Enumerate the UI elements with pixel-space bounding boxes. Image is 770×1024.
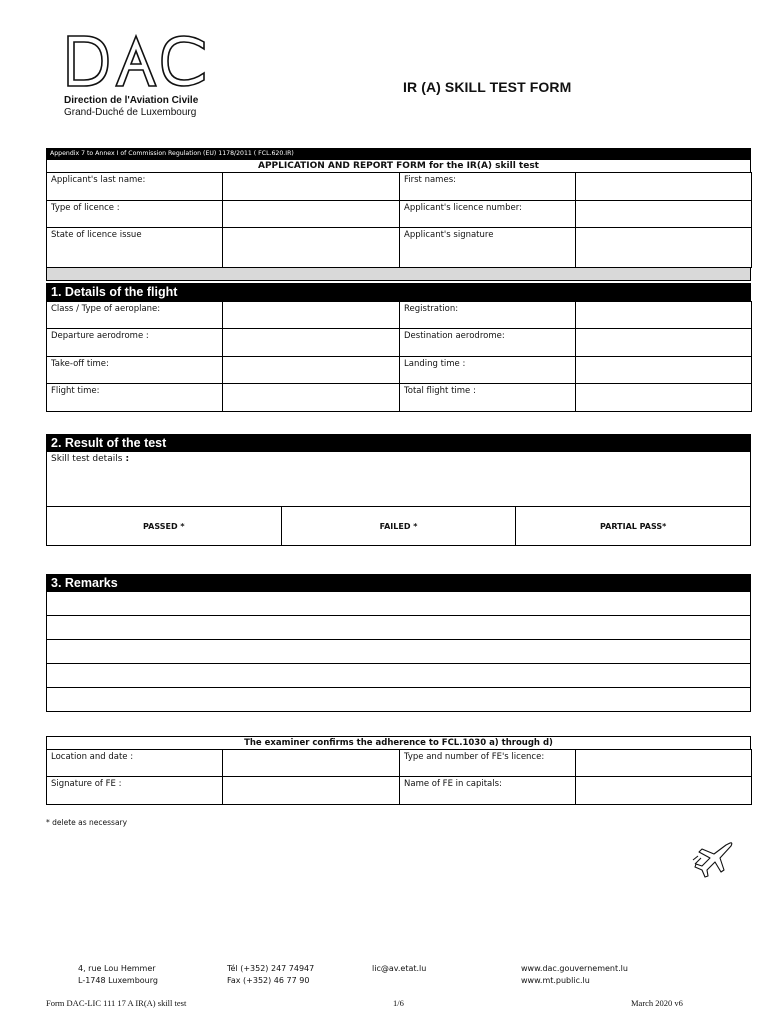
- last-name-label: Applicant's last name:: [47, 173, 223, 201]
- org-subtitle: Grand-Duché de Luxembourg: [64, 107, 197, 118]
- location-date-field[interactable]: [223, 750, 400, 777]
- fe-signature-field[interactable]: [223, 777, 400, 805]
- examiner-row: [47, 750, 752, 777]
- appendix-reference: Appendix 7 to Annex I of Commission Regulation (EU) 1178/2011 ( FCL.620.IR): [46, 148, 751, 159]
- licence-state-field[interactable]: [223, 228, 400, 268]
- total-flight-time-label: Total flight time :: [400, 384, 576, 412]
- applicant-signature-field[interactable]: [576, 228, 752, 268]
- remarks-heading: 3. Remarks: [46, 574, 751, 592]
- flight-time-label: Flight time:: [47, 384, 223, 412]
- flight-details-heading: 1. Details of the flight: [46, 283, 751, 301]
- remark-line[interactable]: [46, 664, 751, 688]
- fe-licence-label: Type and number of FE's licence:: [400, 750, 576, 777]
- result-options: [46, 507, 751, 546]
- remark-line[interactable]: [46, 616, 751, 640]
- departure-aerodrome-field[interactable]: [223, 329, 400, 357]
- application-caption: APPLICATION AND REPORT FORM for the IR(A) skill test: [46, 159, 751, 172]
- departure-aerodrome-label: Departure aerodrome :: [47, 329, 223, 357]
- application-section: [46, 148, 751, 281]
- website-link-2[interactable]: www.mt.public.lu: [521, 976, 590, 985]
- remark-line[interactable]: [46, 640, 751, 664]
- licence-type-field[interactable]: [223, 201, 400, 228]
- fe-licence-field[interactable]: [576, 750, 752, 777]
- total-flight-time-field[interactable]: [576, 384, 752, 412]
- address-line-1: 4, rue Lou Hemmer: [78, 964, 156, 973]
- examiner-section: [46, 736, 751, 805]
- remark-line[interactable]: [46, 688, 751, 712]
- aircraft-type-label: Class / Type of aeroplane:: [47, 302, 223, 329]
- flight-time-field[interactable]: [223, 384, 400, 412]
- location-date-label: Location and date :: [47, 750, 223, 777]
- flight-row: [47, 329, 752, 357]
- registration-label: Registration:: [400, 302, 576, 329]
- dac-logo: [64, 30, 214, 118]
- flight-details-section: [46, 283, 751, 412]
- skill-test-details-colon: :: [122, 454, 130, 464]
- examiner-table: [46, 749, 752, 805]
- section-divider: [46, 268, 751, 281]
- flight-details-table: [46, 301, 752, 412]
- fe-signature-label: Signature of FE :: [47, 777, 223, 805]
- examiner-caption: The examiner confirms the adherence to FCL.1030 a) through d): [46, 736, 751, 749]
- applicant-signature-label: Applicant's signature: [400, 228, 576, 268]
- landing-time-label: Landing time :: [400, 357, 576, 384]
- skill-test-details-field[interactable]: [46, 452, 751, 507]
- partial-pass-option[interactable]: PARTIAL PASS*: [600, 521, 667, 531]
- examiner-row: [47, 777, 752, 805]
- passed-option[interactable]: PASSED *: [47, 507, 282, 545]
- remarks-section: [46, 574, 751, 712]
- footnote: * delete as necessary: [46, 818, 128, 827]
- takeoff-time-label: Take-off time:: [47, 357, 223, 384]
- landing-time-field[interactable]: [576, 357, 752, 384]
- remark-line[interactable]: [46, 592, 751, 616]
- fax: Fax (+352) 46 77 90: [227, 976, 310, 985]
- licence-type-label: Type of licence :: [47, 201, 223, 228]
- skill-test-details-label: Skill test details: [51, 454, 123, 464]
- footer-address: [78, 963, 158, 987]
- first-names-label: First names:: [400, 173, 576, 201]
- licence-state-label: State of licence issue: [47, 228, 223, 268]
- destination-aerodrome-label: Destination aerodrome:: [400, 329, 576, 357]
- footer-email: [372, 963, 426, 975]
- footer-phone: [227, 963, 314, 987]
- dac-logo-mark: [64, 30, 212, 90]
- document-title: IR (A) SKILL TEST FORM: [403, 79, 572, 95]
- airplane-icon: [690, 840, 734, 884]
- footer-web: [521, 963, 628, 987]
- org-name: Direction de l'Aviation Civile: [64, 95, 199, 106]
- last-name-field[interactable]: [223, 173, 400, 201]
- address-line-2: L-1748 Luxembourg: [78, 976, 158, 985]
- flight-row: [47, 384, 752, 412]
- registration-field[interactable]: [576, 302, 752, 329]
- website-link-1[interactable]: www.dac.gouvernement.lu: [521, 964, 628, 973]
- failed-option[interactable]: FAILED *: [282, 507, 517, 545]
- licence-number-label: Applicant's licence number:: [400, 201, 576, 228]
- applicant-table: [46, 172, 752, 268]
- page-number: 1/6: [393, 998, 404, 1008]
- result-heading: 2. Result of the test: [46, 434, 751, 452]
- flight-row: [47, 302, 752, 329]
- first-names-field[interactable]: [576, 173, 752, 201]
- licence-number-field[interactable]: [576, 201, 752, 228]
- telephone: Tél (+352) 247 74947: [227, 964, 315, 973]
- fe-name-field[interactable]: [576, 777, 752, 805]
- applicant-row: [47, 228, 752, 268]
- applicant-row: [47, 173, 752, 201]
- destination-aerodrome-field[interactable]: [576, 329, 752, 357]
- result-section: [46, 434, 751, 546]
- fe-name-label: Name of FE in capitals:: [400, 777, 576, 805]
- aircraft-type-field[interactable]: [223, 302, 400, 329]
- applicant-row: [47, 201, 752, 228]
- email-link[interactable]: lic@av.etat.lu: [372, 964, 427, 973]
- form-version-date: March 2020 v6: [631, 998, 683, 1008]
- form-identifier: Form DAC-LIC 111 17 A IR(A) skill test: [46, 998, 187, 1008]
- takeoff-time-field[interactable]: [223, 357, 400, 384]
- flight-row: [47, 357, 752, 384]
